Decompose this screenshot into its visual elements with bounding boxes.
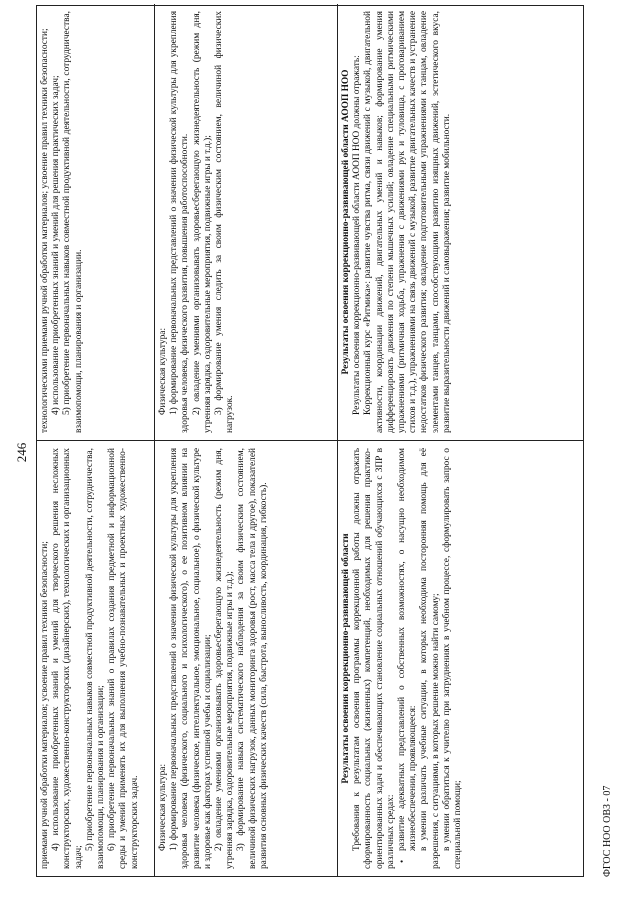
paragraph (236, 448, 270, 869)
section-heading: Результаты освоения коррекционно-развивающей области (341, 533, 351, 784)
paragraph (214, 11, 236, 433)
row-divider (337, 441, 338, 876)
paragraph-text: Требования к результатам освоения программы коррекционной работы должны отражать сформированность социальных (жизненных) компетенций, необходимых для решения практико-ориентированных задач и обеспечивающих становление социальных отношений обучающихся с ЗПР в различных средах: (352, 448, 396, 869)
right-bottom-section (341, 11, 453, 433)
paragraph (51, 448, 85, 869)
standards-table (36, 5, 584, 877)
right-top-section (40, 11, 85, 433)
paragraph-text: 5) приобретение первоначальных навыков совместной продуктивной деятельности, сотрудничества, взаимопомощи, планирования и организации. (62, 11, 84, 433)
paragraph (214, 448, 236, 869)
paragraph-text: Физическая культура: (158, 763, 168, 851)
paragraph (169, 448, 214, 869)
left-bottom-paragraphs (352, 448, 464, 869)
paragraph (442, 448, 464, 869)
paragraph-text: 5) приобретение первоначальных навыков совместной продуктивной деятельности, сотрудничества, взаимопомощи, планирования и организации; (84, 448, 107, 869)
left-bottom-section (341, 448, 464, 869)
paragraph-text: 3) формирование навыка систематического наблюдения за своим физическим состоянием, величиной физических нагрузок, данных мониторинга здоровья (рост, масса тела и другое), показателей развития основных физических качеств (сила, быстрота, выносливость, координация, гибкость). (236, 448, 269, 869)
left-middle-section (158, 448, 270, 869)
footer-code: ФГОС НОО ОВЗ - 07 (602, 785, 613, 877)
paragraph (85, 448, 107, 869)
paragraph-text: 4) использование приобретенных знаний и умений для решения практических задач; (51, 75, 62, 415)
paragraph (62, 11, 84, 433)
page-number: 246 (14, 442, 29, 463)
row-divider (154, 441, 155, 876)
paragraph-text: Физическая культура: (158, 327, 168, 415)
paragraph (397, 448, 419, 869)
paragraph (107, 448, 141, 869)
paragraph-text: Коррекционный курс «Ритмика»: развитие чувства ритма, связи движений с музыкой, двигательной активности, координации движений, двигательных умений и навыков; формирование умения дифференцировать движения по степени мышечных усилий; овладение специальными ритмическими упражнениями (ритмичная ходьба, упражнения с движениями рук и туловища, с проговариванием стихов и т.д.), упражнениями на связь движений с музыкой, развитие двигательных качеств и устранение недостатков физического развития; овладение подготовительными упражнениями к танцам, овладение элементами танцев, танцами, способствующими развитию изящных движений, эстетического вкуса, развитие выразительности движений и самовыражения; развитие мобильности. (363, 11, 452, 433)
paragraph (352, 448, 397, 869)
paragraph (158, 448, 169, 869)
paragraph-text: 1) формирование первоначальных представлений о значении физической культуры для укрепления здоровья человека, физического развития, повышения работоспособности. (169, 11, 191, 433)
paragraph-text: 1) формирование первоначальных представлений о значении физической культуры для укрепления здоровья человека (физического, социального и психологического), о ее позитивном влиянии на развитие человека (физическое, интеллектуальное, эмоциональное, социальное), о физической культуре и здоровье как факторах успешной учебы и социализации; (169, 448, 213, 869)
paragraph-text: 6) приобретение первоначальных знаний о правилах создания предметной и информационной среды и умений применять их для выполнения учебно-познавательных и проектных художественно-конструкторских задач. (107, 448, 140, 869)
paragraph (40, 448, 51, 869)
paragraph-text: технологическими приемами ручной обработки материалов; усвоение правил техники безопасности; (40, 28, 50, 433)
section-heading: Результаты освоения коррекционно-развивающей области АООП НОО (341, 69, 351, 375)
right-column (37, 4, 583, 440)
paragraph-text: 3) формирование умения следить за своим физическим состоянием, величиной физических нагрузок. (214, 11, 236, 433)
paragraph-text: Результаты освоения коррекционно-развивающей области АООП НОО должны отражать: (352, 55, 363, 415)
paragraph (158, 11, 169, 433)
paragraph (51, 11, 62, 433)
bullet-icon: • (397, 859, 408, 863)
left-column (37, 440, 583, 876)
row-divider (154, 4, 155, 440)
row-divider (337, 4, 338, 440)
right-middle-section (158, 11, 236, 433)
paragraph (363, 11, 453, 433)
left-top-section (40, 448, 141, 869)
paragraph-text: в умении различать учебные ситуации, в которых необходима посторонняя помощь для её разрешения, с ситуациями, в которых решение можно найти самому; (419, 448, 441, 869)
paragraph (192, 11, 214, 433)
paragraph (419, 448, 441, 869)
paragraph-text: 2) овладение умениями организовывать здоровьесберегающую жизнедеятельность (режим дня, утренняя зарядка, оздоровительные мероприятия, подвижные игры и т.д.); (191, 11, 213, 433)
paragraph-text: в умении обратиться к учителю при затруднениях в учебном процессе, сформулировать запрос о специальной помощи; (441, 448, 464, 869)
paragraph (352, 11, 363, 433)
paragraph-text: 4) использование приобретенных знаний и умений для творческого решения несложных конструкторских, художественно-конструкторских (дизайнерских), технологических и организационных задач; (51, 448, 84, 869)
paragraph-text: развитие адекватных представлений о собственных возможностях, о насущно необходимом жизнеобеспечении, проявляющееся: (397, 448, 419, 851)
paragraph-text: приемами ручной обработки материалов; усвоение правил техники безопасности; (40, 541, 50, 869)
paragraph (40, 11, 51, 433)
paragraph-text: 2) овладение умениями организовывать здоровьесберегающую жизнедеятельность (режим дня, утренняя зарядка, оздоровительные мероприятия, подвижные игры и т.д.); (214, 448, 236, 869)
right-bottom-paragraphs (352, 11, 453, 433)
paragraph (169, 11, 191, 433)
